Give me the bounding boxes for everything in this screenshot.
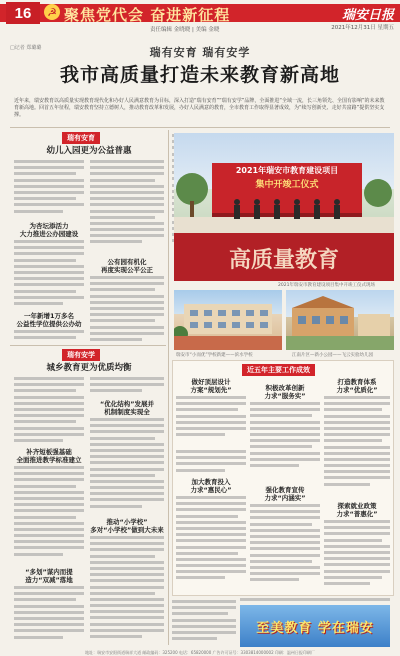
date-line: 2021年12月31日 星期五 [331, 25, 394, 31]
school-photo-left [174, 290, 282, 350]
editor-line: 责任编辑 金晓晓 | 美编 金晓 [150, 27, 220, 33]
article-kicker: 瑞有安育 瑞有安学 [149, 46, 251, 59]
footer-info: 地址：瑞安市安阳街道瑞祥大道 邮政编码：325200 电话：65820000 广告许可证号：3303814000002 印刷：温州日报印刷厂 [85, 650, 315, 655]
section-title-1: 幼儿入园更为公益普惠 [46, 146, 132, 156]
sub-title: 强化教育宣传 力求“内涵实” [264, 486, 306, 502]
column-divider [168, 130, 169, 645]
sub-title: 补齐短板强基础 全面推进教学标准建立 [16, 448, 82, 464]
body-text [176, 496, 246, 592]
body-text [250, 504, 320, 592]
body-text [90, 536, 164, 644]
body-text [14, 466, 84, 566]
body-text [14, 160, 84, 220]
sub-title: “多划”谋内而提 造力“双减”落地 [25, 568, 73, 584]
section-tag-3: 近五年主要工作成效 [242, 364, 315, 376]
page-number: 16 [6, 2, 40, 24]
body-text [90, 276, 164, 344]
body-text [176, 450, 246, 476]
reporter-tag: □记者 郑璐璐 [10, 45, 42, 51]
body-text [14, 586, 84, 644]
sub-title: 探索就业政策 力求“普惠化” [336, 502, 378, 518]
body-text [250, 402, 320, 474]
sub-title: 推动“小学校” 多对“小学校”做到大未来 [90, 518, 164, 534]
slogan-banner-text: 至美教育 学在瑞安 [256, 620, 374, 636]
sub-title: 公有园有机化 再度实现公平公正 [101, 258, 153, 274]
body-text [90, 377, 164, 397]
paper-name-logo: 瑞安日报 [341, 8, 394, 23]
party-emblem-icon: ☭ [44, 4, 60, 20]
body-text [14, 330, 84, 344]
ceremony-sign-line1: 2021年瑞安市教育建设项目 [235, 166, 339, 175]
ceremony-photo [174, 133, 394, 281]
photo-caption: 2021年瑞安市教育建设项目集中开竣工仪式现场 [278, 283, 375, 288]
body-text [14, 377, 84, 447]
body-text [240, 598, 390, 604]
body-text [90, 418, 164, 514]
sub-title: 一年新增1万多名 公益性学位提供公办幼 [16, 312, 82, 328]
article-headline: 我市高质量打造未来教育新高地 [59, 64, 340, 86]
section-tag-2: 瑞有安学 [62, 349, 100, 361]
divider [10, 345, 166, 346]
newspaper-header [0, 0, 400, 40]
slogan-banner [240, 605, 390, 647]
sub-title: 做好顶层设计 方案“规划先” [190, 378, 232, 394]
body-text [90, 160, 164, 250]
sub-title: “优化结构”发展并 机制制度实现全 [99, 400, 155, 416]
article-lead: 近年来，瑞安教育以高质量实现教育现代化和办好人民满意教育为目标，深入打造“瑞有安育”“瑞有安学”品牌，全面推进“全域一流，长三角领先、全国有影响”的未来教育新高地。回首五年征程，瑞安教育坚持立德树人，推动教育改革和发展，办好人民满意的教育，全市教育工作取得显著成效，为“续写创新史、走好共富路”提供坚实支撑。 [14, 98, 385, 118]
header-slogan: 聚焦党代会 奋进新征程 [64, 6, 231, 24]
divider [10, 127, 390, 128]
body-text [176, 396, 246, 446]
photo-caption-right: 江南片区—新小公园——飞云实验幼儿园 [292, 353, 373, 358]
body-text [172, 600, 236, 644]
section-title-2: 城乡教育更为优质均衡 [46, 363, 132, 373]
body-text [14, 240, 84, 310]
sub-title: 为杏坛添活力 大力推进公办园建设 [19, 222, 79, 238]
sub-title: 加大教育投入 力求“惠民心” [190, 478, 232, 494]
ceremony-sign-line2: 集中开竣工仪式 [255, 180, 319, 190]
section-tag-1: 瑞有安育 [62, 132, 100, 144]
school-photo-right [286, 290, 394, 350]
sub-title: 打造教育体系 力求“优质化” [336, 378, 378, 394]
svg-text:高质量教育: 高质量教育 [228, 248, 340, 273]
body-text [324, 520, 390, 592]
sub-title: 积极改革创新 力求“服务实” [264, 384, 306, 400]
body-text [324, 396, 390, 492]
photo-caption-left: 瑞安市“小而优”学校新建——滨水学校 [176, 353, 253, 358]
